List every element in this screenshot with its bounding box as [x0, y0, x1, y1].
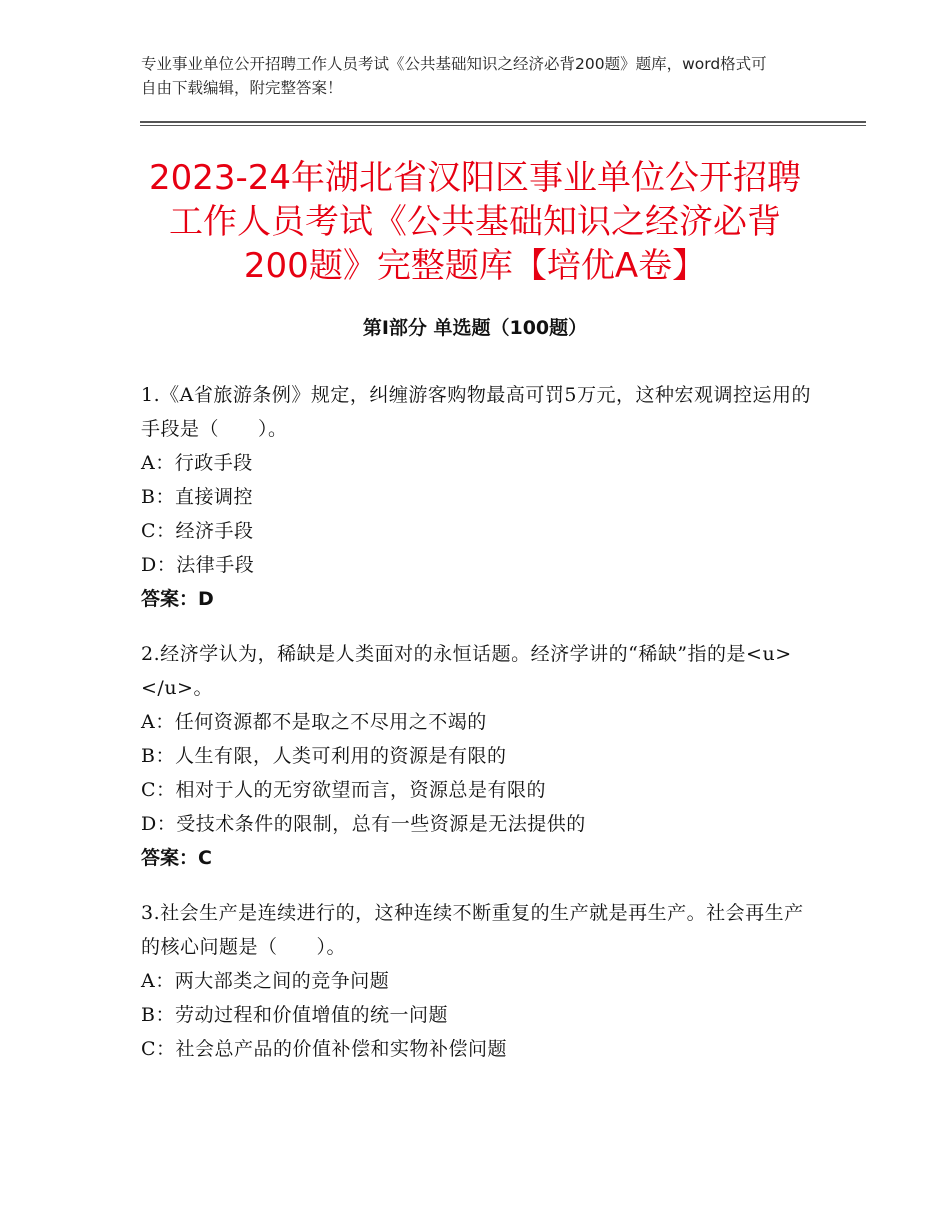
question-2: [141, 637, 831, 875]
header-rule-thin: [140, 125, 866, 126]
option-b: B：人生有限，人类可利用的资源是有限的: [141, 745, 507, 767]
question-stem: 1.《A省旅游条例》规定，纠缠游客购物最高可罚5万元，这种宏观调控运用的手段是（ ）。: [141, 384, 811, 440]
option-d: D：受技术条件的限制，总有一些资源是无法提供的: [141, 813, 586, 835]
answer: 答案：C: [141, 847, 212, 869]
option-b: B：劳动过程和价值增值的统一问题: [141, 1004, 448, 1026]
question-1: [141, 378, 811, 616]
option-a: A：任何资源都不是取之不尽用之不竭的: [141, 711, 487, 733]
title-line-2: 工作人员考试《公共基础知识之经济必背: [169, 202, 781, 242]
question-stem: 3.社会生产是连续进行的，这种连续不断重复的生产就是再生产。社会再生产的核心问题是（ ）。: [141, 902, 804, 958]
option-a: A：两大部类之间的竞争问题: [141, 970, 390, 992]
question-list: [141, 378, 831, 1087]
header-rule-thick: [140, 121, 866, 123]
title-line-1: 2023-24年湖北省汉阳区事业单位公开招聘: [148, 158, 802, 198]
section-heading: 第Ⅰ部分 单选题（100题）: [362, 317, 588, 339]
document-header: 专业事业单位公开招聘工作人员考试《公共基础知识之经济必背200题》题库，word格式可自由下载编辑，附完整答案！: [141, 55, 767, 97]
option-c: C：经济手段: [141, 520, 254, 542]
question-stem: 2.经济学认为，稀缺是人类面对的永恒话题。经济学讲的“稀缺”指的是<u> </u>。: [141, 643, 831, 699]
title-line-3: 200题》完整题库【培优A卷】: [243, 246, 707, 286]
question-3: [141, 896, 811, 1066]
document-title: [60, 156, 890, 288]
option-a: A：行政手段: [141, 452, 253, 474]
option-c: C：社会总产品的价值补偿和实物补偿问题: [141, 1038, 508, 1060]
answer: 答案：D: [141, 588, 214, 610]
option-b: B：直接调控: [141, 486, 253, 508]
option-d: D：法律手段: [141, 554, 255, 576]
option-c: C：相对于人的无穷欲望而言，资源总是有限的: [141, 779, 547, 801]
